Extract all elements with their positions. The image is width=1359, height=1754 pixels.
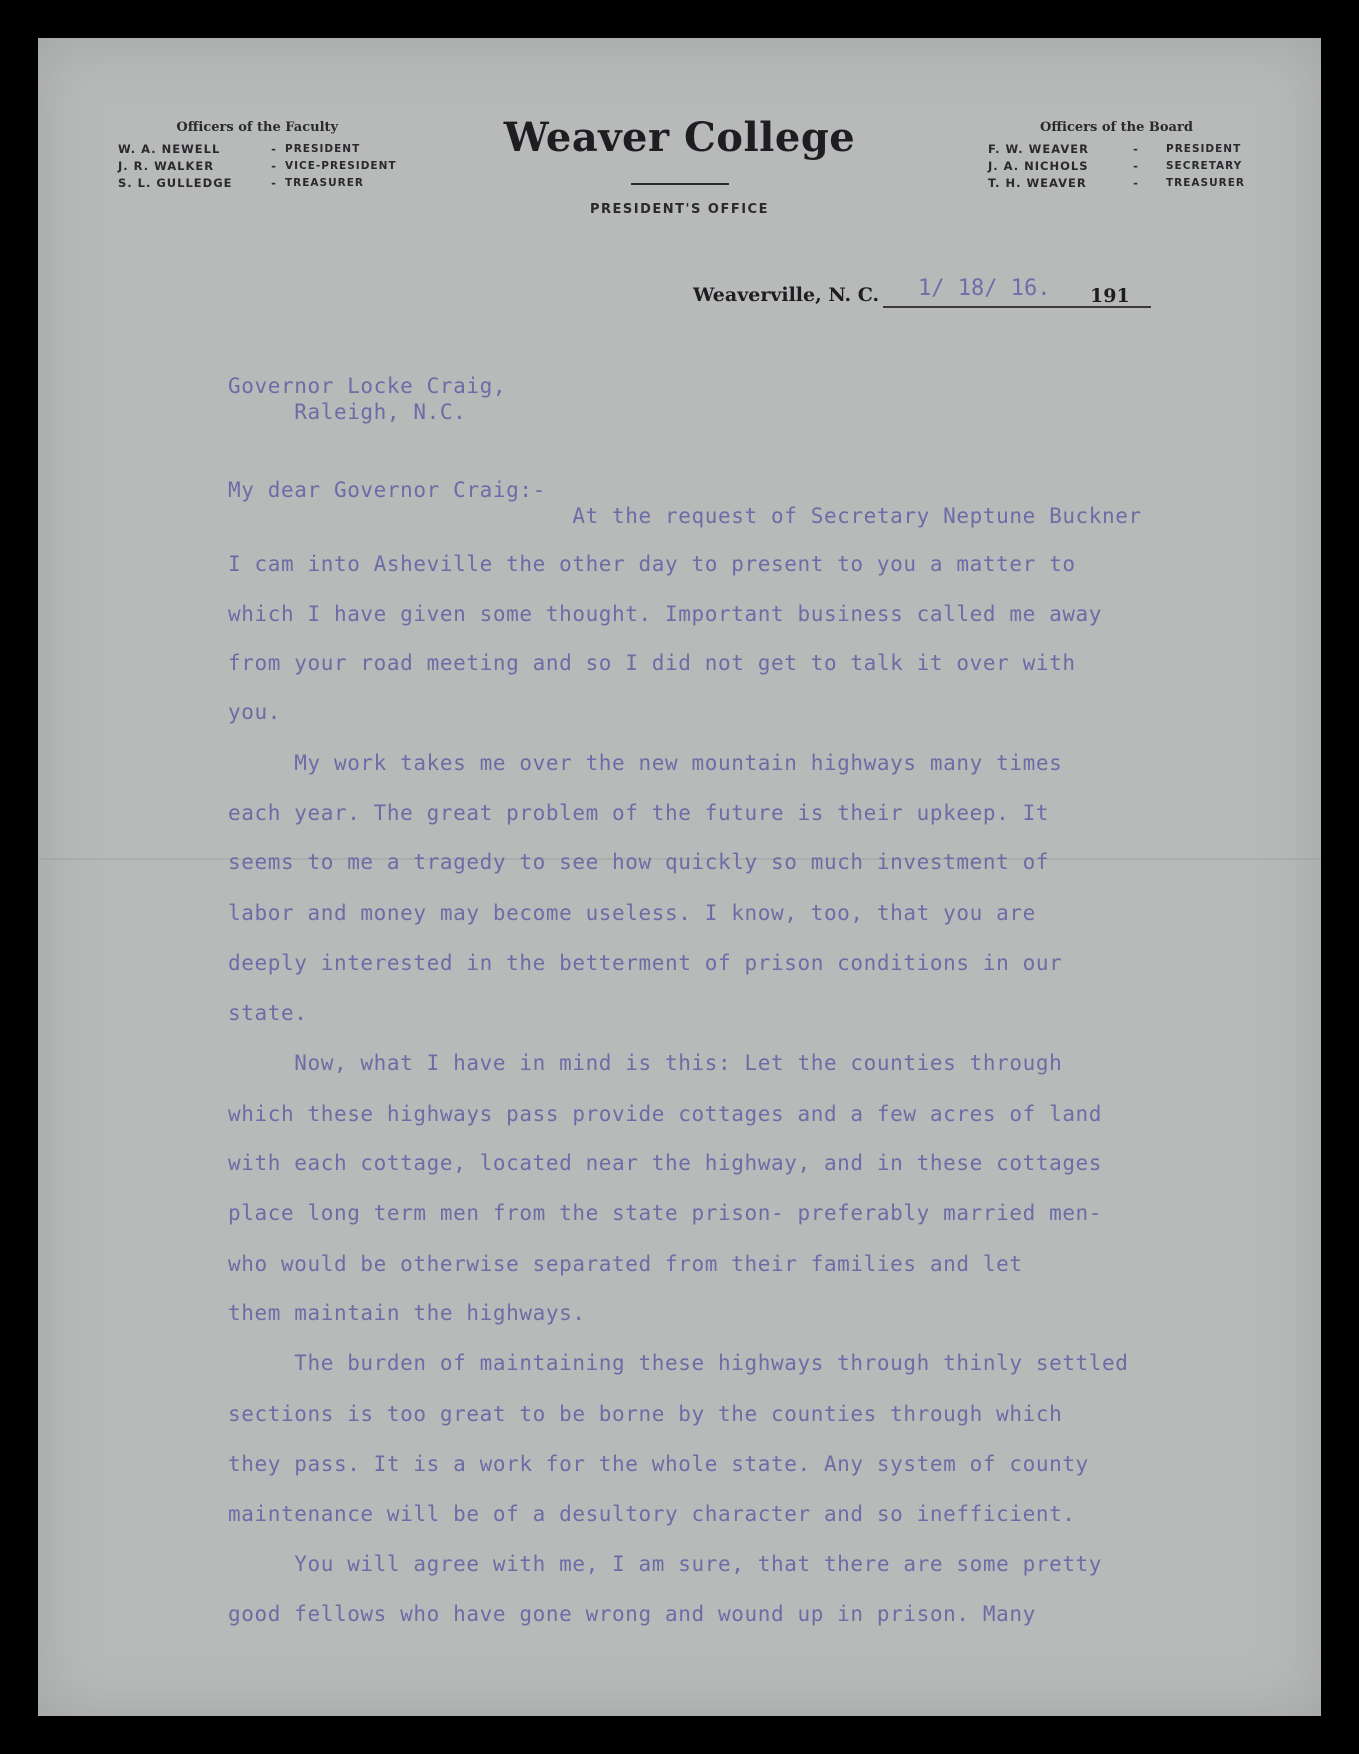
text-line: you. xyxy=(228,700,281,724)
separator: - xyxy=(271,159,277,173)
officer-role: VICE-PRESIDENT xyxy=(285,160,397,172)
text-line: which I have given some thought. Important business called me away xyxy=(228,602,1103,626)
text-line: You will agree with me, I am sure, that there are some pretty xyxy=(228,1552,1103,1576)
text-line: they pass. It is a work for the whole state. Any system of county xyxy=(228,1452,1089,1476)
text-line: My work takes me over the new mountain highways many times xyxy=(228,751,1063,775)
separator: - xyxy=(1133,176,1139,190)
text-line: maintenance will be of a desultory character and so inefficient. xyxy=(228,1502,1076,1526)
text-line: sections is too great to be borne by the counties through which xyxy=(228,1402,1063,1426)
text-line: deeply interested in the betterment of prison conditions in our xyxy=(228,951,1063,975)
year-prefix: 191 xyxy=(1090,285,1130,307)
text-line: which these highways pass provide cottages and a few acres of land xyxy=(228,1102,1103,1126)
board-officer xyxy=(988,141,1245,158)
officer-name: J. A. NICHOLS xyxy=(988,159,1089,173)
faculty-officer xyxy=(118,175,397,192)
officer-role: TREASURER xyxy=(1166,177,1245,189)
text-line: Governor Locke Craig, xyxy=(228,374,507,398)
separator: - xyxy=(271,176,277,190)
officer-role: TREASURER xyxy=(285,177,364,189)
faculty-title: Officers of the Faculty xyxy=(176,120,339,135)
text-line: labor and money may become useless. I know, too, that you are xyxy=(228,901,1036,925)
letter-page xyxy=(38,38,1321,1716)
title-rule xyxy=(631,183,729,185)
office-name: PRESIDENT'S OFFICE xyxy=(590,202,769,217)
text-line: state. xyxy=(228,1001,308,1025)
officer-name: F. W. WEAVER xyxy=(988,142,1089,156)
officer-name: W. A. NEWELL xyxy=(118,142,221,156)
text-line: each year. The great problem of the future is their upkeep. It xyxy=(228,801,1050,825)
board-officers xyxy=(988,120,1245,192)
officer-role: PRESIDENT xyxy=(1166,143,1242,155)
text-line: with each cottage, located near the highway, and in these cottages xyxy=(228,1151,1103,1175)
text-line: place long term men from the state prison- preferably married men- xyxy=(228,1201,1103,1225)
board-officer xyxy=(988,158,1245,175)
date-underline xyxy=(883,306,1115,308)
separator: - xyxy=(271,142,277,156)
text-line: My dear Governor Craig:- xyxy=(228,478,546,502)
board-officer xyxy=(988,175,1245,192)
college-name: Weaver College xyxy=(503,114,856,161)
place-name: Weaverville, N. C. xyxy=(693,284,880,306)
text-line: The burden of maintaining these highways through thinly settled xyxy=(228,1351,1129,1375)
officer-role: PRESIDENT xyxy=(285,143,361,155)
text-line: them maintain the highways. xyxy=(228,1301,586,1325)
officer-name: T. H. WEAVER xyxy=(988,176,1087,190)
separator: - xyxy=(1133,159,1139,173)
text-line: from your road meeting and so I did not get to talk it over with xyxy=(228,651,1076,675)
text-line: who would be otherwise separated from their families and let xyxy=(228,1252,1023,1276)
text-line: I cam into Asheville the other day to present to you a matter to xyxy=(228,552,1076,576)
text-line: good fellows who have gone wrong and wound up in prison. Many xyxy=(228,1602,1036,1626)
separator: - xyxy=(1133,142,1139,156)
letter-date: 1/ 18/ 16. xyxy=(918,276,1051,301)
board-title: Officers of the Board xyxy=(1040,120,1193,135)
text-line: Raleigh, N.C. xyxy=(228,400,467,424)
officer-role: SECRETARY xyxy=(1166,160,1243,172)
text-line: seems to me a tragedy to see how quickly so much investment of xyxy=(228,850,1050,874)
officer-name: S. L. GULLEDGE xyxy=(118,176,233,190)
officer-name: J. R. WALKER xyxy=(118,159,215,173)
text-line: At the request of Secretary Neptune Buckner xyxy=(228,504,1142,528)
text-line: Now, what I have in mind is this: Let the counties through xyxy=(228,1051,1063,1075)
